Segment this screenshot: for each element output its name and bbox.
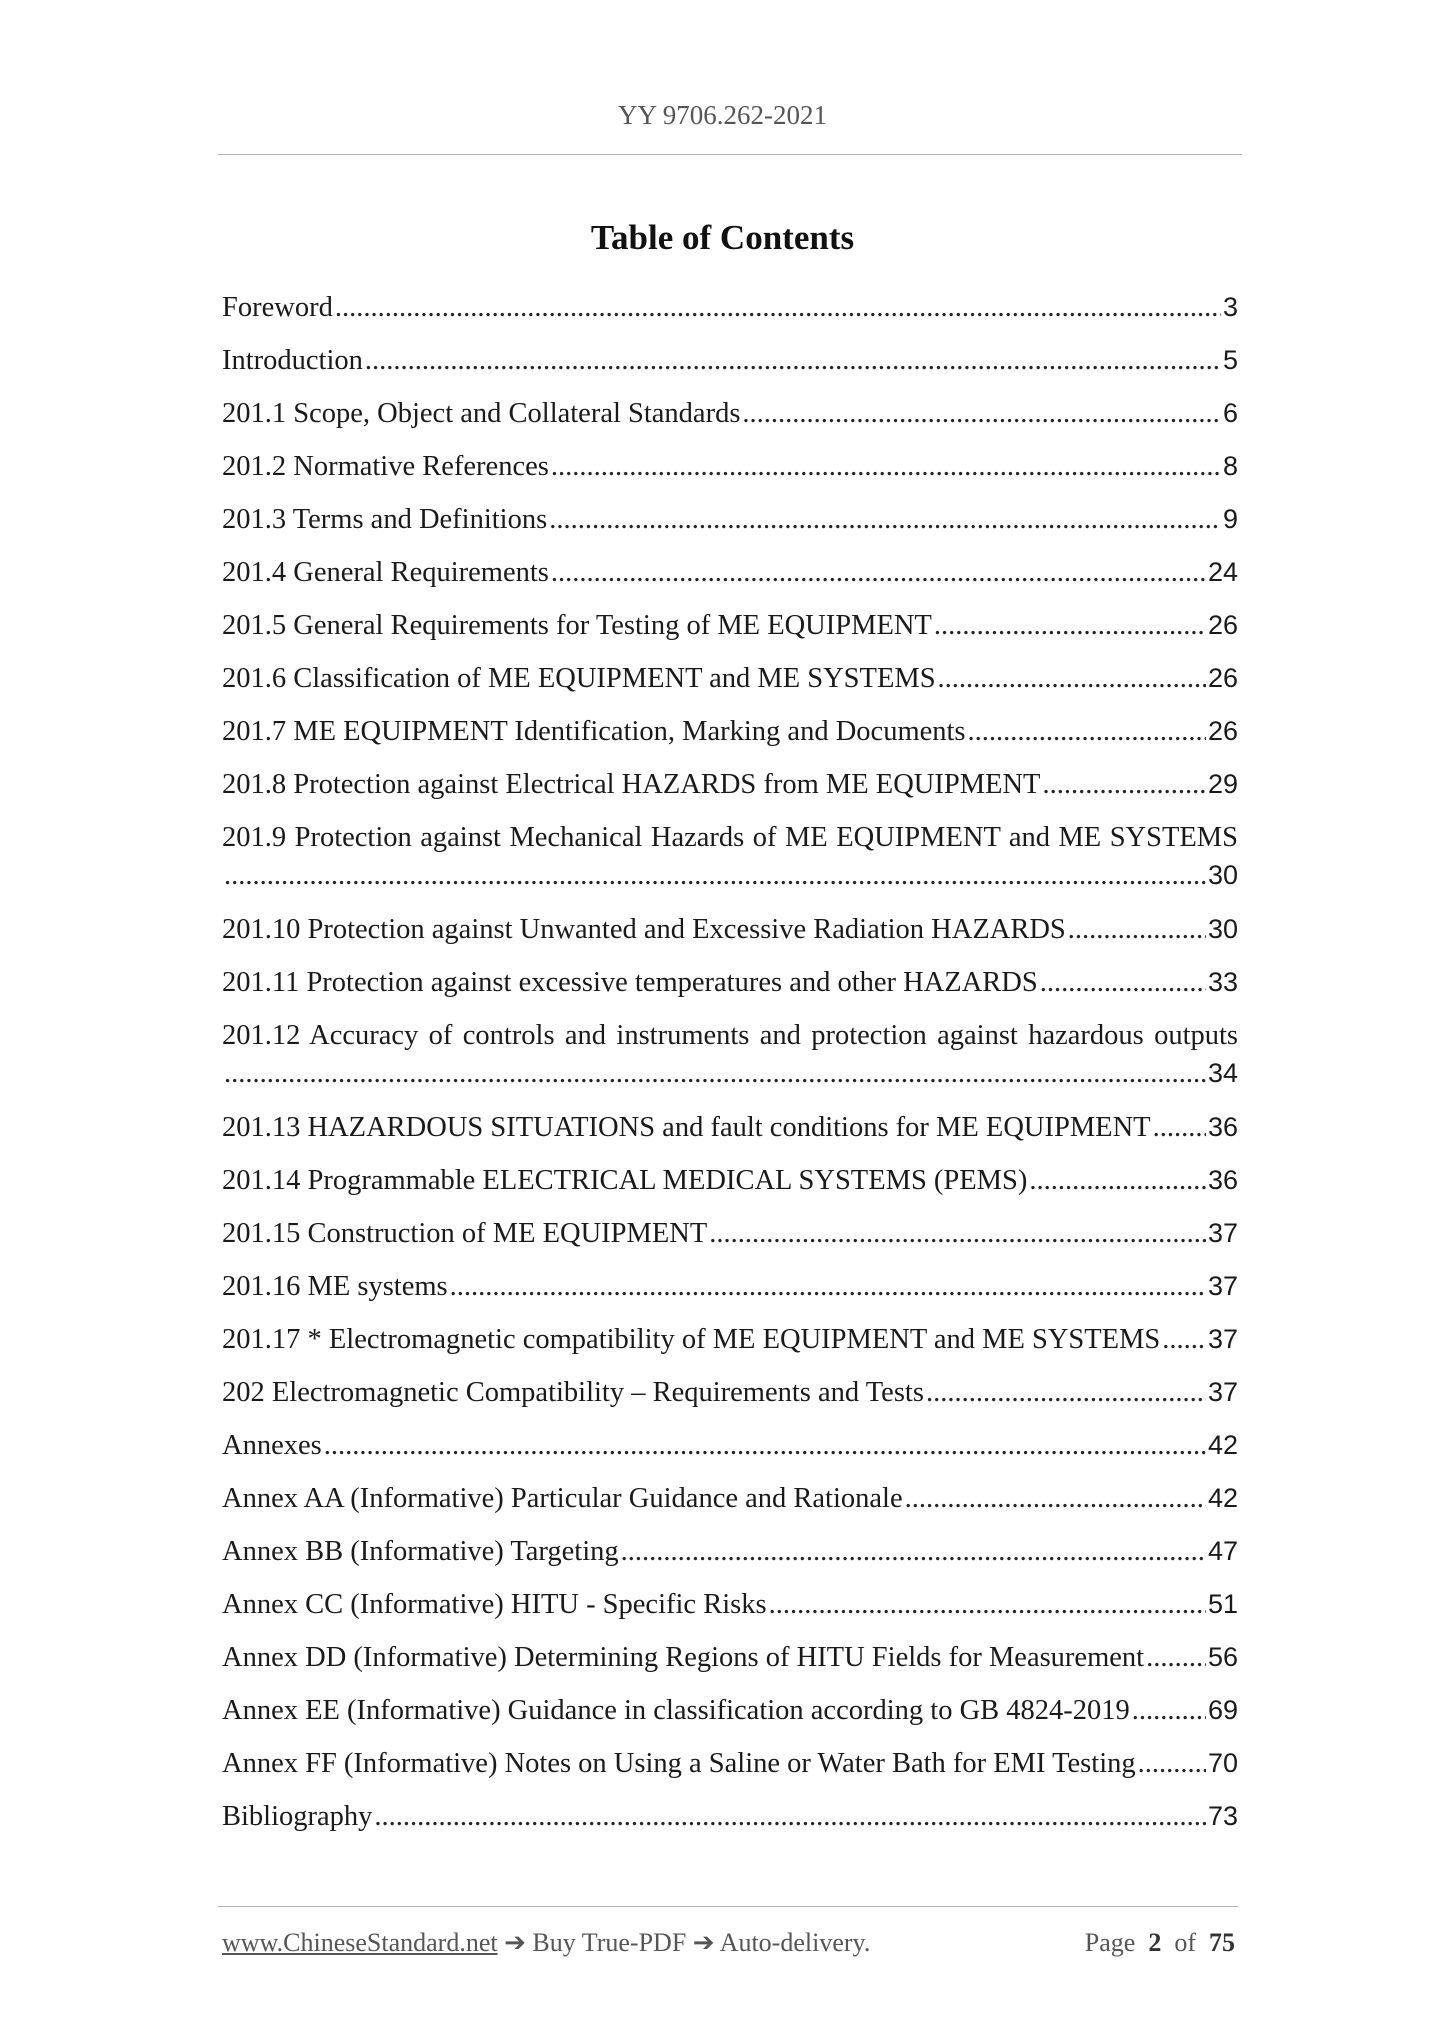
toc-entry-text: 201.8 Protection against Electrical HAZARDS from ME EQUIPMENT (222, 769, 1041, 800)
dot-leader (769, 1589, 1206, 1621)
toc-entry-text: Introduction (222, 345, 363, 376)
toc-entry-text: Annex CC (Informative) HITU - Specific Risks (222, 1589, 767, 1620)
toc-entry-page: 29 (1207, 769, 1238, 799)
toc-entry-text: 201.16 ME systems (222, 1271, 448, 1302)
toc-entry[interactable] (222, 610, 1238, 648)
dot-leader (1042, 769, 1206, 801)
toc-entry-text: Bibliography (222, 1801, 373, 1832)
toc-entry[interactable] (222, 663, 1238, 701)
dot-leader (374, 1801, 1206, 1833)
toc-entry-text: 201.2 Normative References (222, 451, 549, 482)
toc-entry[interactable] (222, 1801, 1238, 1839)
dot-leader (335, 292, 1221, 324)
toc-entry-page: 56 (1207, 1642, 1238, 1672)
toc-entry[interactable] (222, 822, 1238, 898)
toc-entry-page: 34 (1207, 1058, 1238, 1088)
toc-entry-page: 42 (1207, 1430, 1238, 1460)
dot-leader (551, 451, 1221, 483)
toc-entry[interactable] (222, 967, 1238, 1005)
dot-leader (1132, 1695, 1206, 1727)
current-page-number: 2 (1148, 1928, 1162, 1957)
document-number-header: YY 9706.262-2021 (618, 100, 827, 130)
auto-delivery-text: Auto-delivery. (719, 1928, 871, 1957)
toc-entry[interactable] (222, 1112, 1238, 1150)
toc-title: Table of Contents (590, 218, 855, 257)
toc-entry-page: 42 (1207, 1483, 1238, 1513)
toc-entry-text: Annex DD (Informative) Determining Regions of HITU Fields for Measurement (222, 1642, 1145, 1673)
dot-leader (450, 1271, 1206, 1303)
toc-entry-page: 69 (1207, 1695, 1238, 1725)
toc-entry[interactable] (222, 1642, 1238, 1680)
dot-leader (938, 663, 1206, 695)
toc-entry[interactable] (222, 557, 1238, 595)
toc-entry-page: 5 (1222, 345, 1238, 375)
toc-entry-page: 37 (1207, 1377, 1238, 1407)
of-label: of (1174, 1928, 1196, 1957)
toc-entry[interactable] (222, 769, 1238, 807)
toc-entry[interactable] (222, 1271, 1238, 1309)
total-pages-number: 75 (1209, 1928, 1235, 1957)
footer-divider (218, 1906, 1238, 1907)
dot-leader (1029, 1165, 1206, 1197)
toc-entry-page: 73 (1207, 1801, 1238, 1831)
toc-entry-text: 201.9 Protection against Mechanical Hazards of ME EQUIPMENT and ME SYSTEMS (222, 822, 1238, 853)
toc-entry[interactable] (222, 398, 1238, 436)
toc-entry-page: 36 (1207, 1112, 1238, 1142)
toc-entry-text: 201.10 Protection against Unwanted and Excessive Radiation HAZARDS (222, 914, 1066, 945)
toc-entry[interactable] (222, 1589, 1238, 1627)
toc-entry-text: 201.15 Construction of ME EQUIPMENT (222, 1218, 708, 1249)
toc-entry-text: 201.1 Scope, Object and Collateral Standards (222, 398, 741, 429)
toc-entry[interactable] (222, 1165, 1238, 1203)
toc-entry-text: Annexes (222, 1430, 322, 1461)
toc-entry-page: 8 (1222, 451, 1238, 481)
dot-leader (1138, 1748, 1206, 1780)
toc-entry[interactable] (222, 1483, 1238, 1521)
dot-leader (934, 610, 1206, 642)
dot-leader (224, 860, 1206, 892)
dot-leader (365, 345, 1221, 377)
dot-leader (1068, 914, 1206, 946)
toc-entry[interactable] (222, 1377, 1238, 1415)
toc-entry[interactable] (222, 914, 1238, 952)
toc-entry-page: 9 (1222, 504, 1238, 534)
dot-leader (1153, 1112, 1206, 1144)
header-divider (218, 154, 1242, 155)
toc-entry[interactable] (222, 1748, 1238, 1786)
toc-entry[interactable] (222, 1324, 1238, 1362)
dot-leader (621, 1536, 1206, 1568)
toc-entry-page: 3 (1222, 292, 1238, 322)
page-indicator (1085, 1928, 1235, 1958)
toc-entry-page: 26 (1207, 610, 1238, 640)
toc-entry-page: 33 (1207, 967, 1238, 997)
toc-entry-page: 26 (1207, 663, 1238, 693)
toc-entry-text: 201.17 * Electromagnetic compatibility of ME EQUIPMENT and ME SYSTEMS (222, 1324, 1161, 1355)
toc-entry-text: Foreword (222, 292, 333, 323)
toc-entry-text: 201.12 Accuracy of controls and instruments and protection against hazardous outputs (222, 1020, 1238, 1051)
dot-leader (905, 1483, 1206, 1515)
toc-entry[interactable] (222, 504, 1238, 542)
dot-leader (224, 1058, 1206, 1090)
toc-entry-page: 37 (1207, 1218, 1238, 1248)
toc-entry[interactable] (222, 451, 1238, 489)
dot-leader (1146, 1642, 1206, 1674)
toc-entry[interactable] (222, 1430, 1238, 1468)
toc-entry-text: Annex BB (Informative) Targeting (222, 1536, 619, 1567)
dot-leader (926, 1377, 1206, 1409)
footer-promo (222, 1928, 870, 1958)
toc-entry-text: 201.5 General Requirements for Testing of ME EQUIPMENT (222, 610, 932, 641)
site-link[interactable]: www.ChineseStandard.net (222, 1928, 498, 1957)
toc-entry-text: 201.3 Terms and Definitions (222, 504, 548, 535)
dot-leader (709, 1218, 1206, 1250)
toc-entry-text: 202 Electromagnetic Compatibility – Requirements and Tests (222, 1377, 924, 1408)
toc-entry-page: 51 (1207, 1589, 1238, 1619)
dot-leader (549, 504, 1221, 536)
buy-pdf-text: Buy True-PDF (532, 1928, 687, 1957)
toc-entry-page: 37 (1207, 1271, 1238, 1301)
toc-entry-page: 26 (1207, 716, 1238, 746)
page-label: Page (1084, 1928, 1136, 1957)
toc-entry-page: 30 (1207, 860, 1238, 890)
toc-entry[interactable] (222, 1695, 1238, 1733)
toc-entry-text: Annex AA (Informative) Particular Guidance and Rationale (222, 1483, 903, 1514)
dot-leader (968, 716, 1206, 748)
toc-entry-page: 6 (1222, 398, 1238, 428)
dot-leader (324, 1430, 1206, 1462)
toc-entry-text: 201.4 General Requirements (222, 557, 549, 588)
arrow-icon: ➔ (692, 1928, 715, 1957)
dot-leader (551, 557, 1206, 589)
toc-entry[interactable] (222, 292, 1238, 330)
toc-entry-text: 201.14 Programmable ELECTRICAL MEDICAL SYSTEMS (PEMS) (222, 1165, 1028, 1196)
toc-entry-text: Annex EE (Informative) Guidance in classification according to GB 4824-2019 (222, 1695, 1130, 1726)
toc-entry-text: 201.13 HAZARDOUS SITUATIONS and fault conditions for ME EQUIPMENT (222, 1112, 1151, 1143)
toc-entry-text: Annex FF (Informative) Notes on Using a Saline or Water Bath for EMI Testing (222, 1748, 1136, 1779)
arrow-icon: ➔ (504, 1928, 526, 1957)
toc-entry-page: 70 (1207, 1748, 1238, 1778)
toc-entry[interactable] (222, 1218, 1238, 1256)
toc-entry-text: 201.11 Protection against excessive temperatures and other HAZARDS (222, 967, 1038, 998)
dot-leader (1040, 967, 1206, 999)
dot-leader (1162, 1324, 1206, 1356)
toc-entry[interactable] (222, 1020, 1238, 1096)
toc-entry-page: 24 (1207, 557, 1238, 587)
toc-entry-page: 47 (1207, 1536, 1238, 1566)
toc-entry[interactable] (222, 345, 1238, 383)
toc-entry-page: 37 (1207, 1324, 1238, 1354)
dot-leader (742, 398, 1221, 430)
toc-entry-page: 36 (1207, 1165, 1238, 1195)
toc-entry-text: 201.7 ME EQUIPMENT Identification, Marking and Documents (222, 716, 966, 747)
toc-entry-page: 30 (1207, 914, 1238, 944)
toc-entry-text: 201.6 Classification of ME EQUIPMENT and ME SYSTEMS (222, 663, 936, 694)
toc-entry[interactable] (222, 1536, 1238, 1574)
toc-entry[interactable] (222, 716, 1238, 754)
